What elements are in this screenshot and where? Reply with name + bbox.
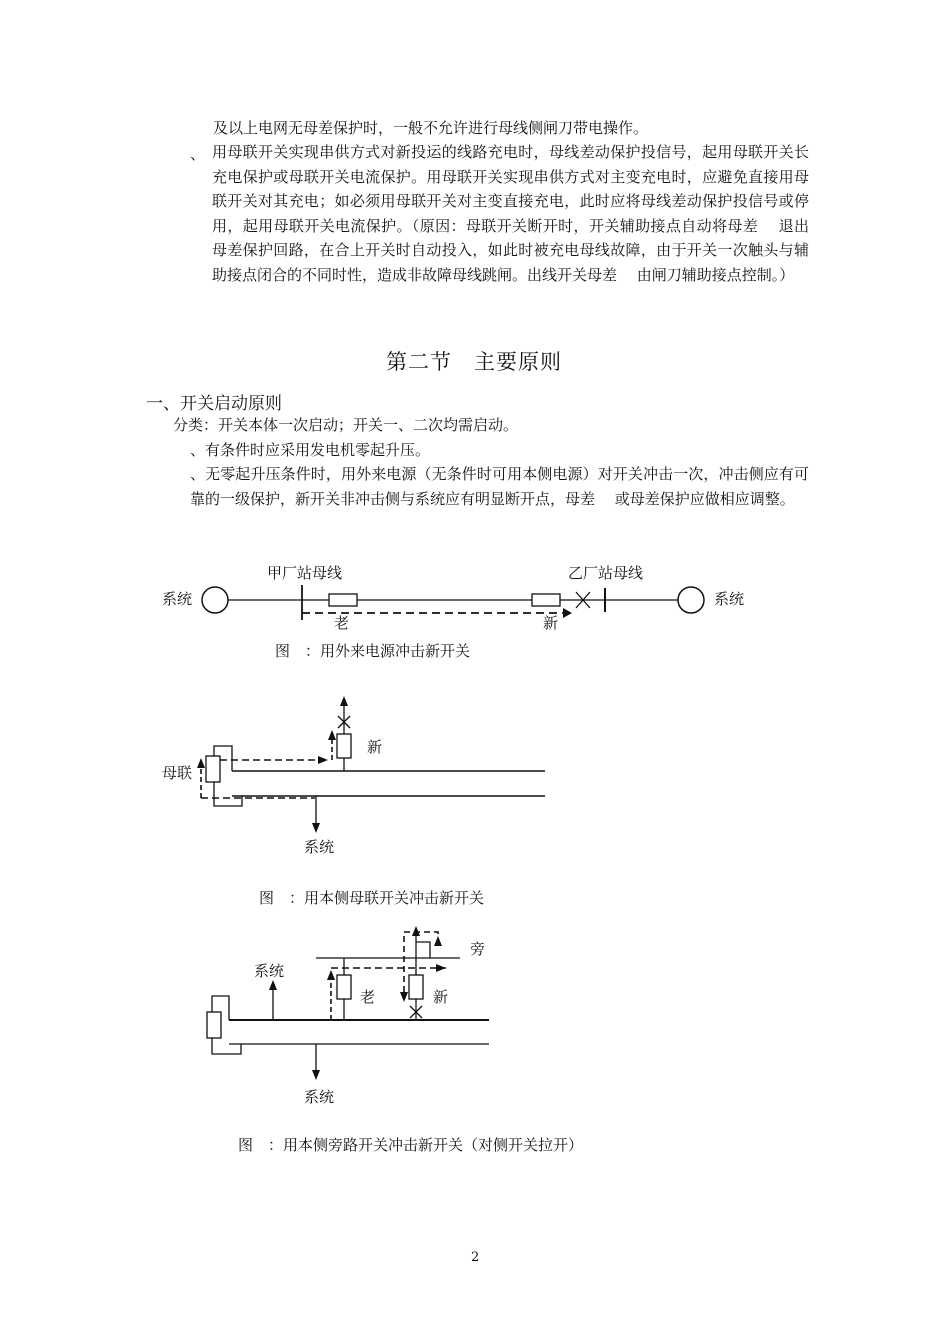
- figure-1-diagram: [0, 560, 950, 640]
- new-breaker: [409, 975, 423, 999]
- section-title: 第二节 主要原则: [386, 350, 562, 374]
- figure-3-caption: 图 ：用本侧旁路开关冲击新开关（对侧开关拉开）: [238, 1136, 584, 1154]
- new-breaker: [532, 594, 560, 606]
- source-circle-right: [678, 587, 704, 613]
- new-label: 新: [433, 988, 449, 1006]
- old-breaker: [329, 594, 357, 606]
- page-number: 2: [471, 1250, 480, 1265]
- list-item: 、无零起升压条件时，用外来电源（无条件时可用本侧电源）对开关冲击一次，冲击侧应有可靠的一级保护，新开关非冲击侧与系统应有明显断开点，母差 或母差保护应做相应调整。: [190, 465, 809, 508]
- bypass-label: 旁: [470, 940, 486, 958]
- figure-1-caption: 图 ：用外来电源冲击新开关: [275, 642, 471, 660]
- system-bottom-label: 系统: [304, 1088, 335, 1106]
- source-circle-left: [202, 587, 228, 613]
- old-label: 老: [334, 614, 350, 632]
- body-paragraph: 用母联开关实现串供方式对新投运的线路充电时，母线差动保护投信号，起用母联开关长充电保护或母联开关电流保护。用母联开关实现串供方式对主变充电时，应避免直接用母联开关对其充电；如必须用母联开关对主变直接充电，此时应将母线差动保护投信号或停用，起用母联开关电流保护。（原因：母联开关断开时，开关辅助接点自动将母差 退出母差保护回路，在合上开关时自动投入，如此时被充电母线故障，由于开关一次触头与辅助接点闭合的不同时性，造成非故障母线跳闸。出线开关母差 由闸刀辅助接点控制。）: [212, 143, 809, 284]
- old-breaker: [337, 975, 351, 999]
- system-top-label: 系统: [254, 962, 285, 980]
- new-breaker: [337, 734, 351, 758]
- bus-a-label: 甲厂站母线: [267, 564, 343, 582]
- old-label: 老: [360, 988, 376, 1006]
- system-label: 系统: [304, 838, 335, 856]
- new-label: 新: [543, 614, 559, 632]
- coupler-label: 母联: [162, 764, 193, 782]
- new-label: 新: [367, 738, 383, 756]
- bus-b-label: 乙厂站母线: [568, 564, 644, 582]
- system-left-label: 系统: [162, 590, 193, 608]
- arrow-head: [563, 608, 572, 618]
- figure-2-caption: 图 ：用本侧母联开关冲击新开关: [259, 889, 485, 907]
- list-item: 、有条件时应采用发电机零起升压。: [190, 441, 431, 459]
- heading: 一、开关启动原则: [146, 394, 282, 414]
- paragraph-line: 及以上电网无母差保护时，一般不允许进行母线侧闸刀带电操作。: [213, 119, 649, 137]
- figure-2-diagram: [0, 690, 950, 870]
- coupler-breaker: [207, 1012, 221, 1038]
- classification-text: 分类：开关本体一次启动；开关一、二次均需启动。: [173, 416, 519, 434]
- figure-3-diagram: [0, 920, 950, 1120]
- coupler-breaker: [206, 756, 220, 782]
- bullet-mark: 、: [190, 145, 206, 163]
- system-right-label: 系统: [714, 590, 745, 608]
